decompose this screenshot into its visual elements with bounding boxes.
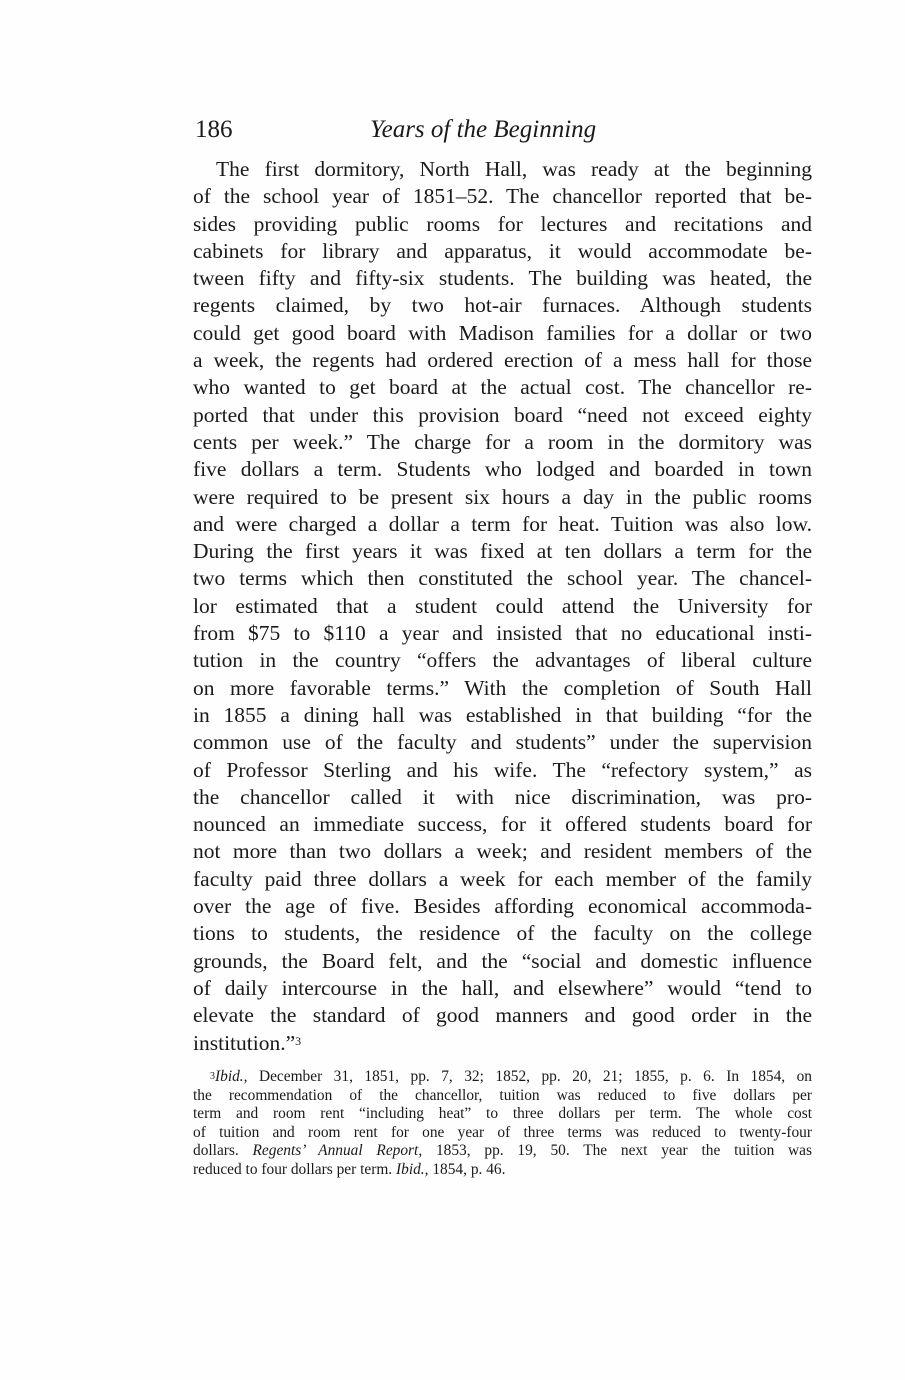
text-line: lor estimated that a student could attend the University for xyxy=(193,593,812,618)
text-line: who wanted to get board at the actual cost. The chancellor re- xyxy=(193,375,812,400)
text-line: in 1855 a dining hall was established in that building “for the xyxy=(193,702,812,727)
text-line: grounds, the Board felt, and the “social and domestic influence xyxy=(193,948,812,973)
footnote-line: of tuition and room rent for one year of three terms was reduced to twenty-four xyxy=(193,1123,812,1141)
footnote-line: the recommendation of the chancellor, tuition was reduced to five dollars per xyxy=(193,1086,812,1104)
footnote-line: term and room rent “including heat” to three dollars per term. The whole cost xyxy=(193,1105,812,1123)
page-number: 186 xyxy=(195,116,233,143)
text-line: cents per week.” The charge for a room in the dormitory was xyxy=(193,429,812,454)
text-line: ported that under this provision board “need not exceed eighty xyxy=(193,402,812,427)
text-line: faculty paid three dollars a week for each member of the family xyxy=(193,866,812,891)
text-line: common use of the faculty and students” under the supervision xyxy=(193,730,812,755)
text-line: the chancellor called it with nice discrimination, was pro- xyxy=(193,784,812,809)
footnote-text: 1854, p. 46. xyxy=(428,1160,506,1178)
text-line: elevate the standard of good manners and good order in the xyxy=(193,1003,812,1028)
text-line: tween fifty and fifty-six students. The building was heated, the xyxy=(193,266,812,291)
footnote-text: 1853, pp. 19, 50. The next year the tuition was xyxy=(422,1142,812,1160)
text-line: were required to be present six hours a day in the public rooms xyxy=(193,484,812,509)
footnote-text: dollars. xyxy=(193,1142,253,1160)
text-line: of the school year of 1851–52. The chancellor reported that be- xyxy=(193,184,812,209)
footnote-italic: Ibid., xyxy=(215,1068,248,1085)
footnote-line xyxy=(193,1068,812,1087)
page-header xyxy=(195,116,810,152)
text-line: not more than two dollars a week; and resident members of the xyxy=(193,839,812,864)
footnote-line-last xyxy=(193,1161,812,1180)
text-line-content: institution.” xyxy=(193,1030,296,1055)
footnote-italic: Regents’ Annual Report, xyxy=(252,1142,423,1160)
text-line-last xyxy=(193,1030,812,1057)
text-line: on more favorable terms.” With the completion of South Hall xyxy=(193,675,812,700)
footnote-reference-marker[interactable]: 3 xyxy=(295,1033,302,1048)
text-line: tions to students, the residence of the faculty on the college xyxy=(193,921,812,946)
text-line: five dollars a term. Students who lodged and boarded in town xyxy=(193,457,812,482)
body-text xyxy=(193,156,812,1057)
text-line: cabinets for library and apparatus, it would accommodate be- xyxy=(193,238,812,263)
text-line: and were charged a dollar a term for heat. Tuition was also low. xyxy=(193,511,812,536)
text-line: regents claimed, by two hot-air furnaces. Although students xyxy=(193,293,812,318)
running-head: Years of the Beginning xyxy=(370,116,597,143)
text-line: sides providing public rooms for lectures and recitations and xyxy=(193,211,812,236)
footnote-text: reduced to four dollars per term. xyxy=(193,1160,396,1178)
text-line: of Professor Sterling and his wife. The “refectory system,” as xyxy=(193,757,812,782)
footnote-italic: Ibid., xyxy=(396,1160,429,1178)
footnote-text: December 31, 1851, pp. 7, 32; 1852, pp. 20, 21; 1855, p. 6. In 1854, on xyxy=(247,1068,812,1085)
text-line: a week, the regents had ordered erection of a mess hall for those xyxy=(193,348,812,373)
text-line: from $75 to $110 a year and insisted that no educational insti- xyxy=(193,621,812,646)
text-line: nounced an immediate success, for it offered students board for xyxy=(193,812,812,837)
footnote-line xyxy=(193,1142,812,1161)
text-line: of daily intercourse in the hall, and elsewhere” would “tend to xyxy=(193,975,812,1000)
text-line: During the first years it was fixed at ten dollars a term for the xyxy=(193,539,812,564)
text-line: two terms which then constituted the school year. The chancel- xyxy=(193,566,812,591)
text-line: tution in the country “offers the advantages of liberal culture xyxy=(193,648,812,673)
text-line: The first dormitory, North Hall, was ready at the beginning xyxy=(216,157,812,181)
text-line: over the age of five. Besides affording economical accommoda- xyxy=(193,894,812,919)
footnotes xyxy=(193,1068,812,1180)
text-line: could get good board with Madison families for a dollar or two xyxy=(193,320,812,345)
footnote-marker: 3 xyxy=(210,1071,215,1082)
